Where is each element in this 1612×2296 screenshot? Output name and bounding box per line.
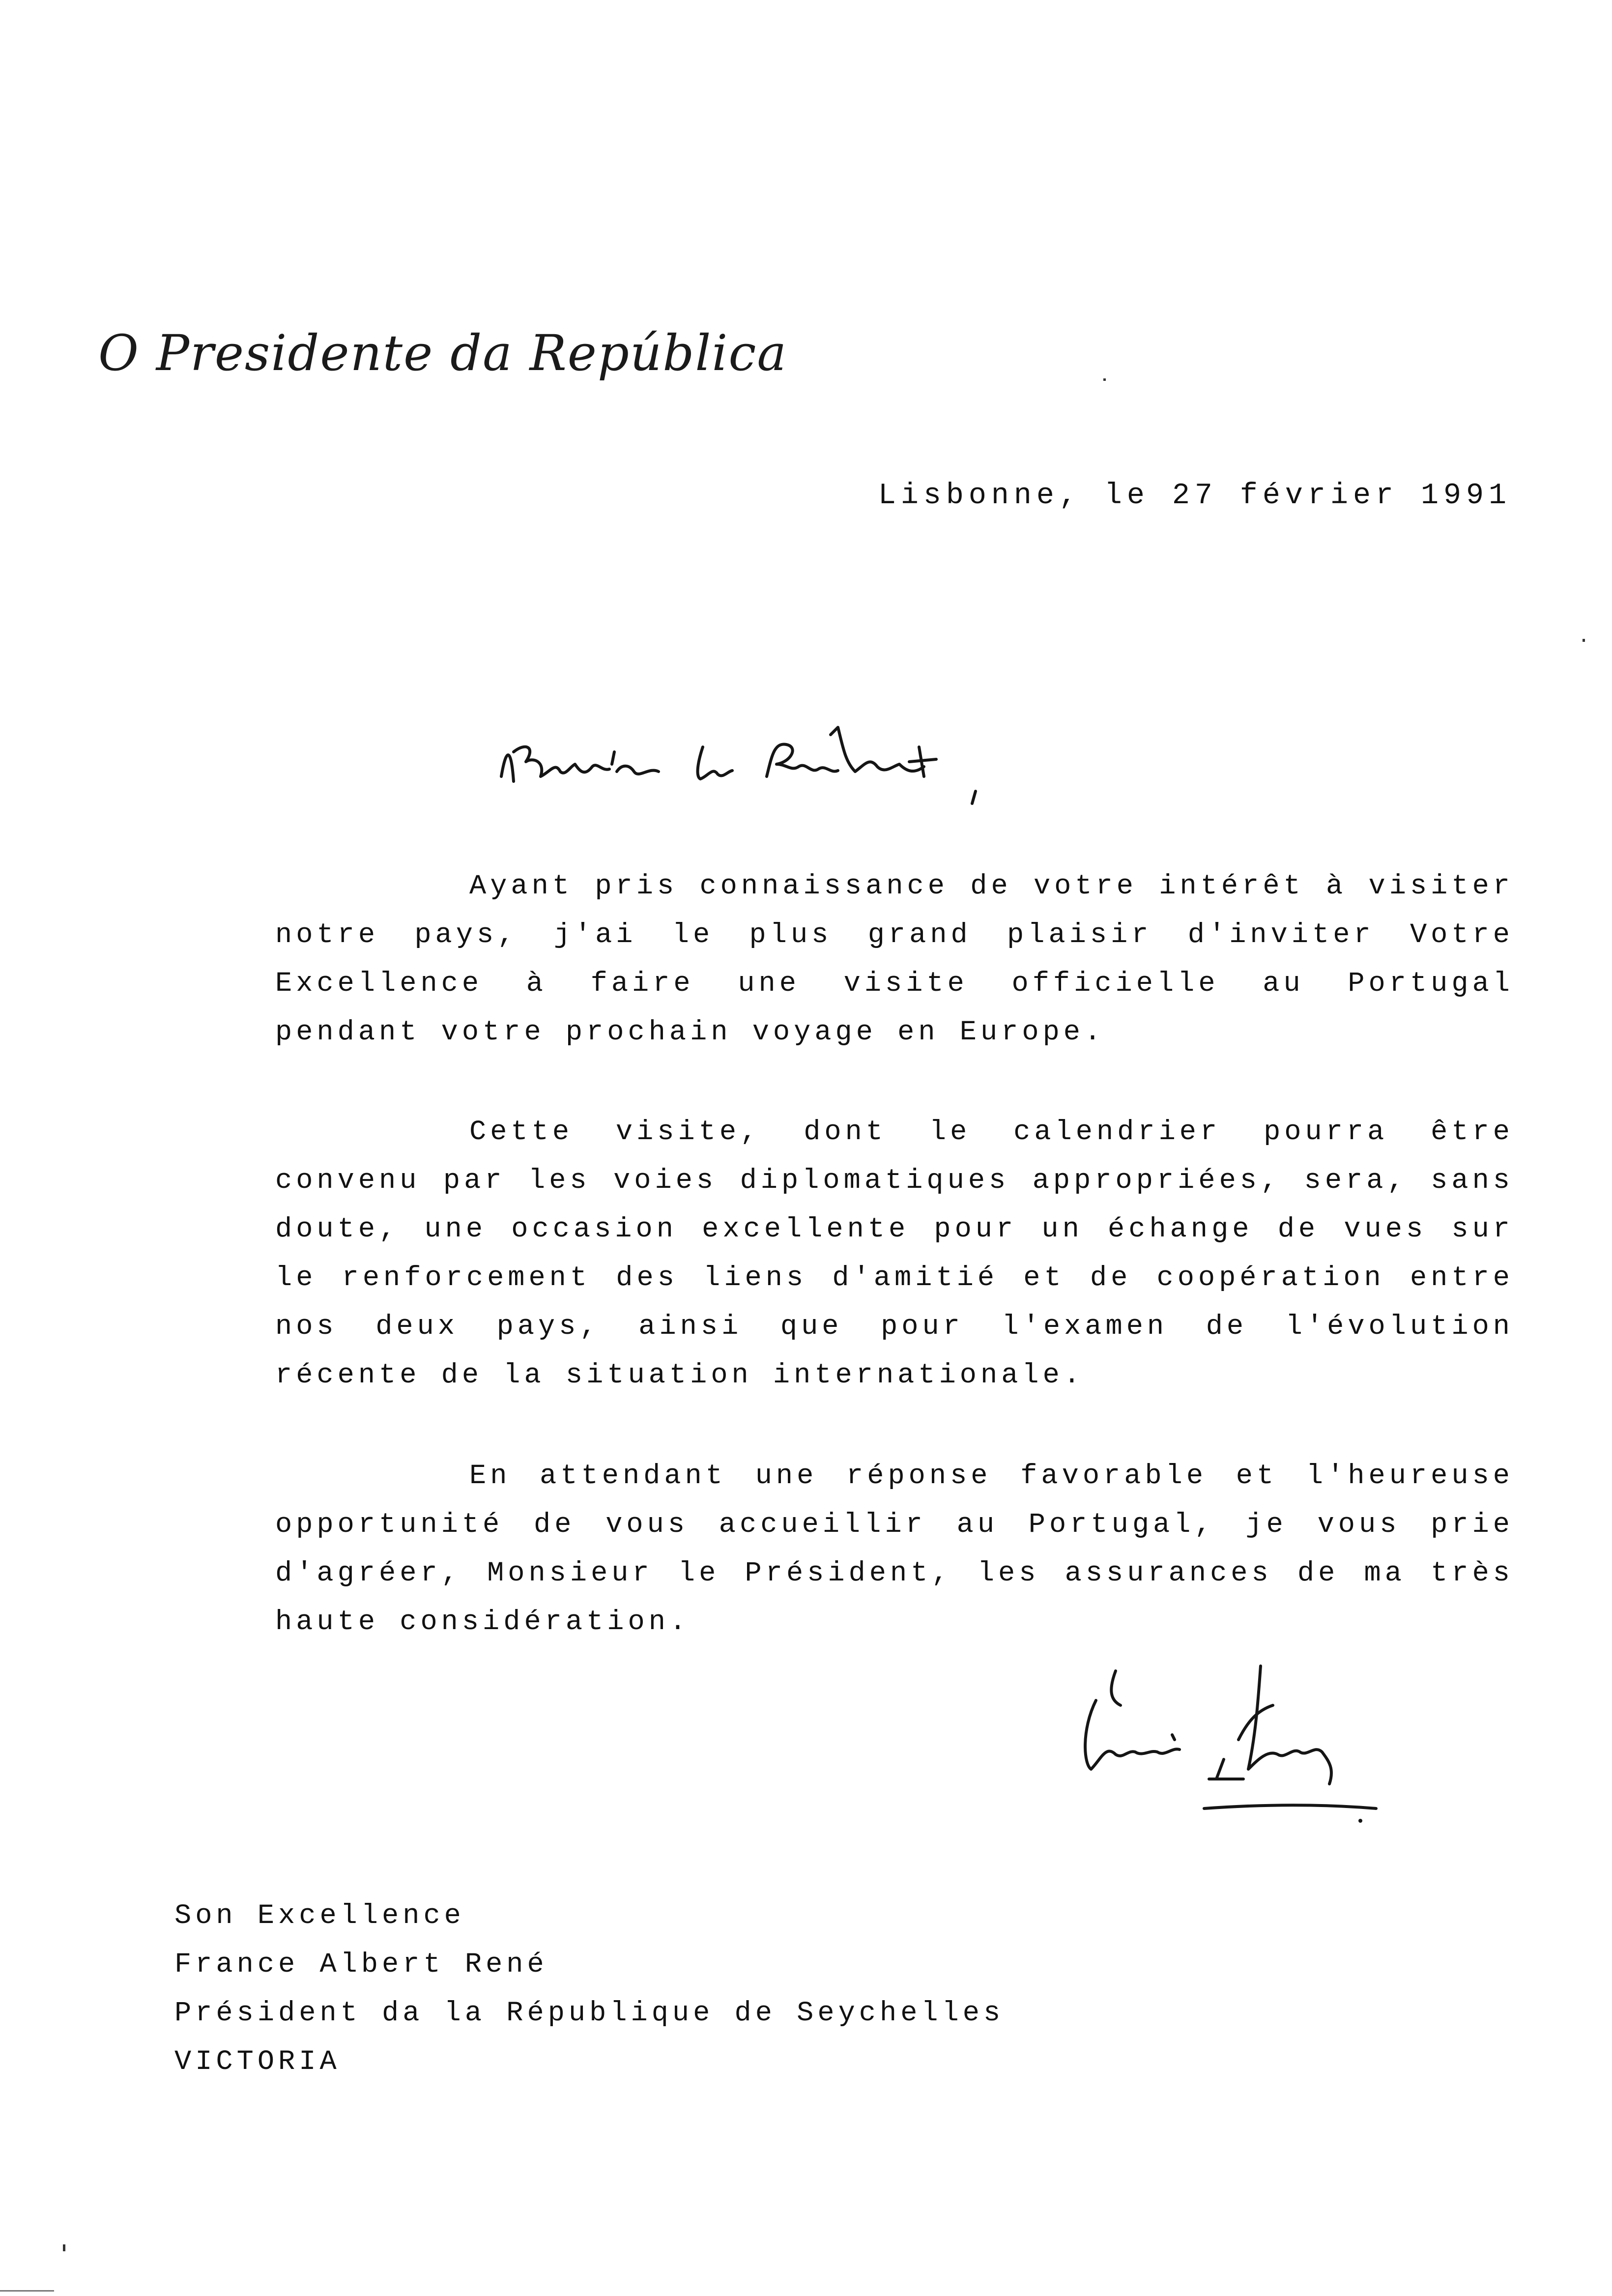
scan-mark <box>63 2244 65 2251</box>
dateline: Lisbonne, le 27 février 1991 <box>878 479 1511 513</box>
handwritten-signature <box>1062 1661 1406 1838</box>
paragraph-1: Ayant pris connaissance de votre intérêt à visiter notre pays, j'ai le plus grand plaisir d'inviter Votre Excellence à faire une visite officielle au Portugal pendant votre prochain voyage en Europe. <box>275 871 1514 1048</box>
letterhead-title: O Presidente da República <box>98 324 788 382</box>
address-line-2: France Albert René <box>174 1949 548 1980</box>
paragraph-2: Cette visite, dont le calendrier pourra être convenu par les voies diplomatiques appropriées, sera, sans doute, une occasion excellente pour un échange de vues sur le renforcement des liens d'amitié et de coopération entre nos deux pays, ainsi que pour l'examen de l'évolution récente de la situation internationale. <box>275 1117 1514 1391</box>
scan-mark <box>1583 639 1585 642</box>
address-line-3: Président da la République de Seychelles <box>174 1998 1005 2029</box>
scan-mark <box>0 2290 54 2292</box>
paragraph-3: En attendant une réponse favorable et l'heureuse opportunité de vous accueillir au Portugal, je vous prie d'agréer, Monsieur le Président, les assurances de ma très haute considération. <box>275 1461 1514 1638</box>
recipient-address <box>174 1892 1004 2087</box>
address-line-4: VICTORIA <box>174 2046 341 2078</box>
scan-mark <box>1103 378 1106 381</box>
address-line-1: Son Excellence <box>174 1900 465 1932</box>
handwritten-salutation <box>491 718 993 816</box>
